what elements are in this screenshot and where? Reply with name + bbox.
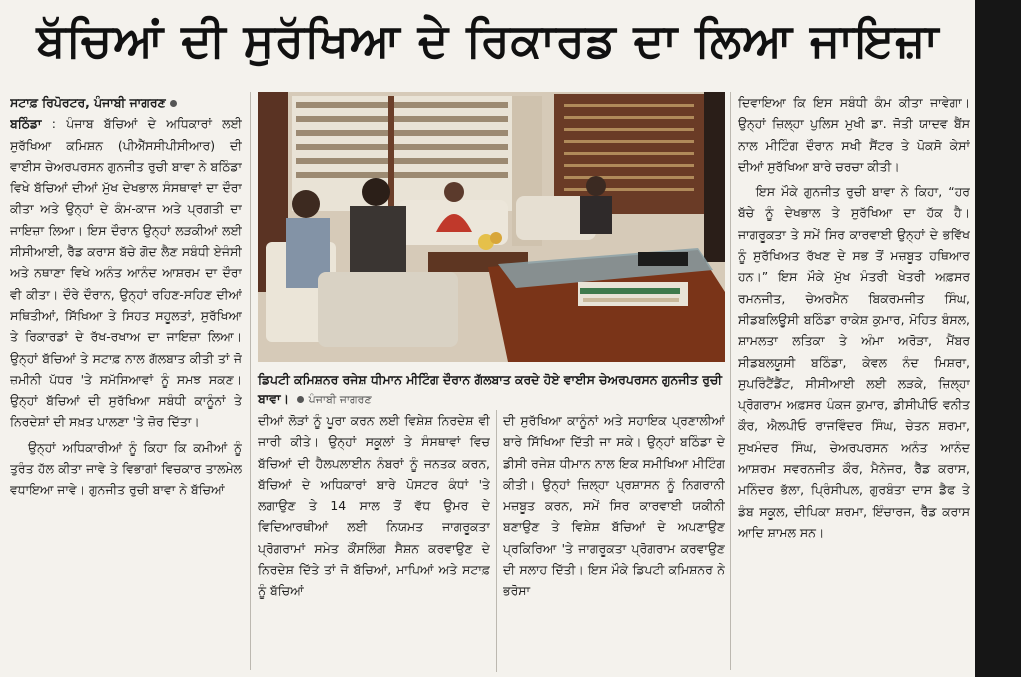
- headline: ਬੱਚਿਆਂ ਦੀ ਸੁਰੱਖਿਆ ਦੇ ਰਿਕਾਰਡ ਦਾ ਲਿਆ ਜਾਇਜ਼ਾ: [36, 13, 940, 67]
- column-divider: [730, 92, 731, 670]
- column2-paragraph-1: ਦੀਆਂ ਲੋੜਾਂ ਨੂੰ ਪੂਰਾ ਕਰਨ ਲਈ ਵਿਸ਼ੇਸ਼ ਨਿਰਦੇਸ਼ ਵੀ ਜਾਰੀ ਕੀਤੇ। ਉਨ੍ਹਾਂ ਸਕੂਲਾਂ ਤੇ ਸੰਸਥਾਵਾਂ ਵਿਚ ਬੱਚਿਆਂ ਦੀ ਹੈਲਪਲਾਈਨ ਨੰਬਰਾਂ ਨੂੰ ਜਨਤਕ ਕਰਨ, ਬੱਚਿਆਂ ਦੇ ਅਧਿਕਾਰਾਂ ਬਾਰੇ ਪੋਸਟਰ ਕੰਧਾਂ 'ਤੇ ਲਗਾਉਣ ਤੇ 14 ਸਾਲ ਤੋਂ ਵੱਧ ਉਮਰ ਦੇ ਵਿਦਿਆਰਥੀਆਂ ਲਈ ਨਿਯਮਤ ਜਾਗਰੂਕਤਾ ਪ੍ਰੋਗਰਾਮਾਂ ਸਮੇਤ ਕੌਂਸਲਿੰਗ ਸੈਸ਼ਨ ਕਰਵਾਉਣ ਦੇ ਨਿਰਦੇਸ਼ ਦਿੱਤੇ ਤਾਂ ਜੋ ਬੱਚਿਆਂ, ਮਾਪਿਆਂ ਅਤੇ ਸਟਾਫ਼ ਨੂੰ ਬੱਚਿਆਂ: [258, 413, 490, 599]
- byline-text: ਸਟਾਫ਼ ਰਿਪੋਰਟਰ, ਪੰਜਾਬੀ ਜਾਗਰਣ: [10, 95, 166, 110]
- article-column-1: [10, 92, 242, 670]
- column4-paragraph-2: ਇਸ ਮੌਕੇ ਗੁਨਜੀਤ ਰੁਚੀ ਬਾਵਾ ਨੇ ਕਿਹਾ, “ਹਰ ਬੱਚੇ ਨੂੰ ਦੇਖਭਾਲ ਤੇ ਸੁਰੱਖਿਆ ਦਾ ਹੱਕ ਹੈ। ਜਾਗਰੂਕਤਾ ਤੇ ਸਮੇਂ ਸਿਰ ਕਾਰਵਾਈ ਉਨ੍ਹਾਂ ਦੇ ਭਵਿੱਖ ਨੂੰ ਸੁਰੱਖਿਅਤ ਰੱਖਣ ਦੇ ਸਭ ਤੋਂ ਮਜ਼ਬੂਤ ਹਥਿਆਰ ਹਨ।” ਇਸ ਮੌਕੇ ਮੁੱਖ ਮੰਤਰੀ ਖੇਤਰੀ ਅਫ਼ਸਰ ਰਮਨਜੀਤ, ਚੇਅਰਮੈਨ ਬਿਕਰਮਜੀਤ ਸਿੰਘ, ਸੀਡਬਲਿਊਸੀ ਬਠਿੰਡਾ ਰਾਕੇਸ਼ ਕੁਮਾਰ, ਮੋਹਿਤ ਬੰਸਲ, ਸ਼ਾਮਲਤਾ ਲਤਿਕਾ ਤੇ ਅੰਮਾ ਅਰੋੜਾ, ਮੈਂਬਰ ਸੀਡਬਲਯੂਸੀ ਬਠਿੰਡਾ, ਕੇਵਲ ਨੰਦ ਮਿਸ਼ਰਾ, ਸੁਪਰਿੰਟੈਂਡੈਂਟ, ਸੀਸੀਆਈ ਲਈ ਲੜਕੇ, ਜ਼ਿਲ੍ਹਾ ਪ੍ਰੋਗਰਾਮ ਅਫ਼ਸਰ ਪੰਕਜ ਕੁਮਾਰ, ਡੀਸੀਪੀਓ ਵਨੀਤ ਕੌਰ, ਐਲਪੀਓ ਰਾਜਵਿੰਦਰ ਸਿੰਘ, ਚੇਤਨ ਸ਼ਰਮਾ, ਸੁਖਮੰਦਰ ਸਿੰਘ, ਚੇਅਰਪਰਸਨ ਅਨੰਤ ਆਨੰਦ ਆਸ਼ਰਮ ਸਵਰਨਜੀਤ ਕੌਰ, ਮੈਨੇਜਰ, ਰੈੱਡ ਕਰਾਸ, ਮਨਿੰਦਰ ਭੱਲਾ, ਪ੍ਰਿੰਸੀਪਲ, ਗੁਰਬੰਤਾ ਦਾਸ ਡੈਫ ਤੇ ਡੰਬ ਸਕੂਲ, ਦੀਪਿਕਾ ਸ਼ਰਮਾ, ਇੰਚਾਰਜ, ਰੈੱਡ ਕਰਾਸ ਆਦਿ ਸ਼ਾਮਲ ਸਨ।: [738, 184, 970, 540]
- dateline: ਬਠਿੰਡਾ: [10, 116, 42, 132]
- photo-caption: [258, 370, 725, 408]
- page-edge-shadow: [975, 0, 1021, 677]
- column-divider: [250, 92, 251, 670]
- photo-illustration: [258, 92, 725, 362]
- article-column-4: [738, 92, 970, 672]
- caption-text: ਡਿਪਟੀ ਕਮਿਸ਼ਨਰ ਰਜੇਸ਼ ਧੀਮਾਨ ਮੀਟਿੰਗ ਦੌਰਾਨ ਗੱਲਬਾਤ ਕਰਦੇ ਹੋਏ ਵਾਈਸ ਚੇਅਰਪਰਸਨ ਗੁਨਜੀਤ ਰੁਚੀ ਬਾਵਾ।: [258, 372, 723, 406]
- column1-paragraph-2: ਉਨ੍ਹਾਂ ਅਧਿਕਾਰੀਆਂ ਨੂੰ ਕਿਹਾ ਕਿ ਕਮੀਆਂ ਨੂੰ ਤੁਰੰਤ ਹੱਲ ਕੀਤਾ ਜਾਵੇ ਤੇ ਵਿਭਾਗਾਂ ਵਿਚਕਾਰ ਤਾਲਮੇਲ ਵਧਾਇਆ ਜਾਵੇ। ਗੁਨਜੀਤ ਰੁਚੀ ਬਾਵਾ ਨੇ ਬੱਚਿਆਂ: [10, 439, 242, 498]
- column1-paragraph-1: : ਪੰਜਾਬ ਬੱਚਿਆਂ ਦੇ ਅਧਿਕਾਰਾਂ ਲਈ ਸੁਰੱਖਿਆ ਕਮਿਸ਼ਨ (ਪੀਐੱਸਸੀਪੀਸੀਆਰ) ਦੀ ਵਾਈਸ ਚੇਅਰਪਰਸਨ ਗੁਨਜੀਤ ਰੁਚੀ ਬਾਵਾ ਨੇ ਬਠਿੰਡਾ ਵਿਖੇ ਬੱਚਿਆਂ ਦੀਆਂ ਮੁੱਖ ਦੇਖਭਾਲ ਸੰਸਥਾਵਾਂ ਦਾ ਦੌਰਾ ਕੀਤਾ ਅਤੇ ਉਨ੍ਹਾਂ ਦੇ ਕੰਮ-ਕਾਜ ਅਤੇ ਪ੍ਰਗਤੀ ਦਾ ਜਾਇਜ਼ਾ ਲਿਆ। ਇਸ ਦੌਰਾਨ ਉਨ੍ਹਾਂ ਲੜਕੀਆਂ ਲਈ ਸੀਸੀਆਈ, ਰੈੱਡ ਕਰਾਸ ਬੱਚੇ ਗੋਦ ਲੈਣ ਸਬੰਧੀ ਏਜੰਸੀ ਅਤੇ ਨਥਾਣਾ ਵਿਖੇ ਅਨੰਤ ਆਨੰਦ ਆਸ਼ਰਮ ਦਾ ਦੌਰਾ ਵੀ ਕੀਤਾ। ਦੌਰੇ ਦੌਰਾਨ, ਉਨ੍ਹਾਂ ਰਹਿਣ-ਸਹਿਣ ਦੀਆਂ ਸਥਿਤੀਆਂ, ਸਿੱਖਿਆ ਤੇ ਸਿਹਤ ਸਹੂਲਤਾਂ, ਸੁਰੱਖਿਆ ਤੇ ਰਿਕਾਰਡਾਂ ਦੇ ਰੱਖ-ਰਖਾਅ ਦਾ ਜਾਇਜ਼ਾ ਲਿਆ। ਉਨ੍ਹਾਂ ਬੱਚਿਆਂ ਤੇ ਸਟਾਫ਼ ਨਾਲ ਗੱਲਬਾਤ ਕੀਤੀ ਤਾਂ ਜੋ ਜ਼ਮੀਨੀ ਪੱਧਰ 'ਤੇ ਸਮੱਸਿਆਵਾਂ ਨੂੰ ਸਮਝ ਸਕਣ। ਉਨ੍ਹਾਂ ਬੱਚਿਆਂ ਦੀ ਸੁਰੱਖਿਆ ਸਬੰਧੀ ਕਾਨੂੰਨਾਂ ਤੇ ਨਿਰਦੇਸ਼ਾਂ ਦੀ ਸਖ਼ਤ ਪਾਲਣਾ 'ਤੇ ਜ਼ੋਰ ਦਿੱਤਾ।: [10, 116, 242, 430]
- column4-paragraph-1: ਦਿਵਾਇਆ ਕਿ ਇਸ ਸਬੰਧੀ ਕੰਮ ਕੀਤਾ ਜਾਵੇਗਾ। ਉਨ੍ਹਾਂ ਜ਼ਿਲ੍ਹਾ ਪੁਲਿਸ ਮੁਖੀ ਡਾ. ਜੋਤੀ ਯਾਦਵ ਬੈਂਸ ਨਾਲ ਮੀਟਿੰਗ ਦੌਰਾਨ ਸਖੀ ਸੈਂਟਰ ਤੇ ਪੋਕਸੋ ਕੇਸਾਂ ਦੀਆਂ ਸੁਰੱਖਿਆ ਬਾਰੇ ਚਰਚਾ ਕੀਤੀ।: [738, 95, 970, 174]
- photo-credit: ਪੰਜਾਬੀ ਜਾਗਰਣ: [308, 393, 372, 406]
- column-divider: [496, 410, 497, 672]
- news-photo: [258, 92, 725, 362]
- bullet-icon: [170, 100, 177, 107]
- byline: [10, 92, 242, 113]
- bullet-icon: [297, 396, 304, 403]
- column3-paragraph-1: ਦੀ ਸੁਰੱਖਿਆ ਕਾਨੂੰਨਾਂ ਅਤੇ ਸਹਾਇਕ ਪ੍ਰਣਾਲੀਆਂ ਬਾਰੇ ਸਿੱਖਿਆ ਦਿੱਤੀ ਜਾ ਸਕੇ। ਉਨ੍ਹਾਂ ਬਠਿੰਡਾ ਦੇ ਡੀਸੀ ਰਜੇਸ਼ ਧੀਮਾਨ ਨਾਲ ਇਕ ਸਮੀਖਿਆ ਮੀਟਿੰਗ ਕੀਤੀ। ਉਨ੍ਹਾਂ ਜ਼ਿਲ੍ਹਾ ਪ੍ਰਸ਼ਾਸਨ ਨੂੰ ਨਿਗਰਾਨੀ ਮਜ਼ਬੂਤ ਕਰਨ, ਸਮੇਂ ਸਿਰ ਕਾਰਵਾਈ ਯਕੀਨੀ ਬਣਾਉਣ ਤੇ ਵਿਸ਼ੇਸ਼ ਬੱਚਿਆਂ ਦੇ ਅਪਣਾਉਣ ਪ੍ਰਕਿਰਿਆ 'ਤੇ ਜਾਗਰੂਕਤਾ ਪ੍ਰੋਗਰਾਮ ਕਰਵਾਉਣ ਦੀ ਸਲਾਹ ਦਿੱਤੀ। ਇਸ ਮੌਕੇ ਡਿਪਟੀ ਕਮਿਸ਼ਨਰ ਨੇ ਭਰੋਸਾ: [503, 413, 725, 599]
- article-column-3: [503, 410, 725, 672]
- article-column-2: [258, 410, 490, 672]
